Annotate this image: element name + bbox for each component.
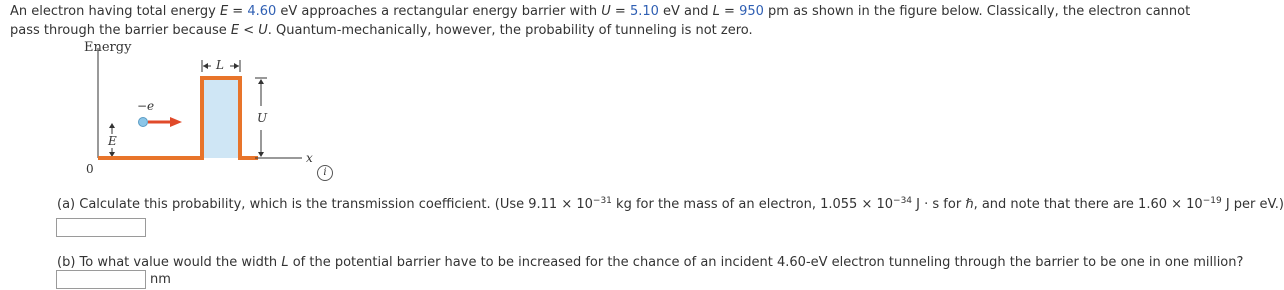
answer-b-input[interactable] xyxy=(56,270,146,289)
barrier-diagram xyxy=(80,38,340,178)
origin-label: 0 xyxy=(86,162,94,176)
E-label: E xyxy=(108,134,117,148)
info-icon[interactable]: i xyxy=(317,165,333,181)
E-symbol: E xyxy=(219,4,229,19)
U-arrowhead-down xyxy=(258,152,264,157)
x-axis-label: x xyxy=(306,151,313,165)
U-label: U xyxy=(257,111,268,125)
energy-value: 4.60 xyxy=(247,4,277,19)
qa-exponent-2: −34 xyxy=(893,196,913,206)
problem-statement xyxy=(10,2,1195,40)
L-arrowhead-right xyxy=(234,63,239,69)
equals: = xyxy=(719,4,740,19)
L-symbol: L xyxy=(281,255,289,270)
intro-text-4: pm as shown in the figure below. Classically, the electron cannot pass through the barrier because xyxy=(10,4,1191,38)
qa-text-5: J per eV.) xyxy=(1221,197,1284,212)
U-symbol: U xyxy=(258,23,268,38)
electron-arrowhead xyxy=(170,117,182,127)
answer-a-input[interactable] xyxy=(56,218,146,237)
energy-axis-label: Energy xyxy=(84,40,132,55)
intro-text-1: An electron having total energy xyxy=(10,4,220,19)
L-symbol: L xyxy=(712,4,720,19)
U-symbol: U xyxy=(601,4,611,19)
qa-exponent-1: −31 xyxy=(592,196,612,206)
equals: = xyxy=(610,4,630,19)
question-a xyxy=(57,197,1284,212)
qa-text-3: J · s for xyxy=(912,197,966,212)
barrier-height-value: 5.10 xyxy=(629,4,659,19)
barrier-figure xyxy=(80,38,340,178)
qa-text-4: , and note that there are 1.60 × 10 xyxy=(973,197,1203,212)
E-symbol: E xyxy=(230,23,240,38)
electron-label: −e xyxy=(137,99,155,113)
question-b xyxy=(57,255,1243,270)
equals: = xyxy=(228,4,248,19)
barrier-width-value: 950 xyxy=(739,4,764,19)
qa-text-1: (a) Calculate this probability, which is the transmission coefficient. (Use 9.11 × 10 xyxy=(57,197,593,212)
L-label: L xyxy=(216,58,224,72)
qb-text-1: (b) To what value would the width xyxy=(57,255,282,270)
E-arrowhead-up xyxy=(109,123,115,128)
hbar-symbol: ℏ xyxy=(965,197,974,212)
less-than: < xyxy=(239,23,259,38)
qa-text-2: kg for the mass of an electron, 1.055 × 10 xyxy=(611,197,894,212)
qa-exponent-3: −19 xyxy=(1202,196,1222,206)
barrier-fill xyxy=(202,78,240,158)
intro-text-5: . Quantum-mechanically, however, the probability of tunneling is not zero. xyxy=(267,23,753,38)
answer-b-unit: nm xyxy=(150,272,171,287)
intro-text-2: eV approaches a rectangular energy barrier with xyxy=(276,4,602,19)
intro-text-3: eV and xyxy=(658,4,713,19)
qb-text-2: of the potential barrier have to be increased for the chance of an incident 4.60-eV electron tunneling through the barrier to be one in one million? xyxy=(288,255,1244,270)
L-arrowhead-left xyxy=(203,63,208,69)
electron xyxy=(139,118,148,127)
U-arrowhead-up xyxy=(258,79,264,84)
